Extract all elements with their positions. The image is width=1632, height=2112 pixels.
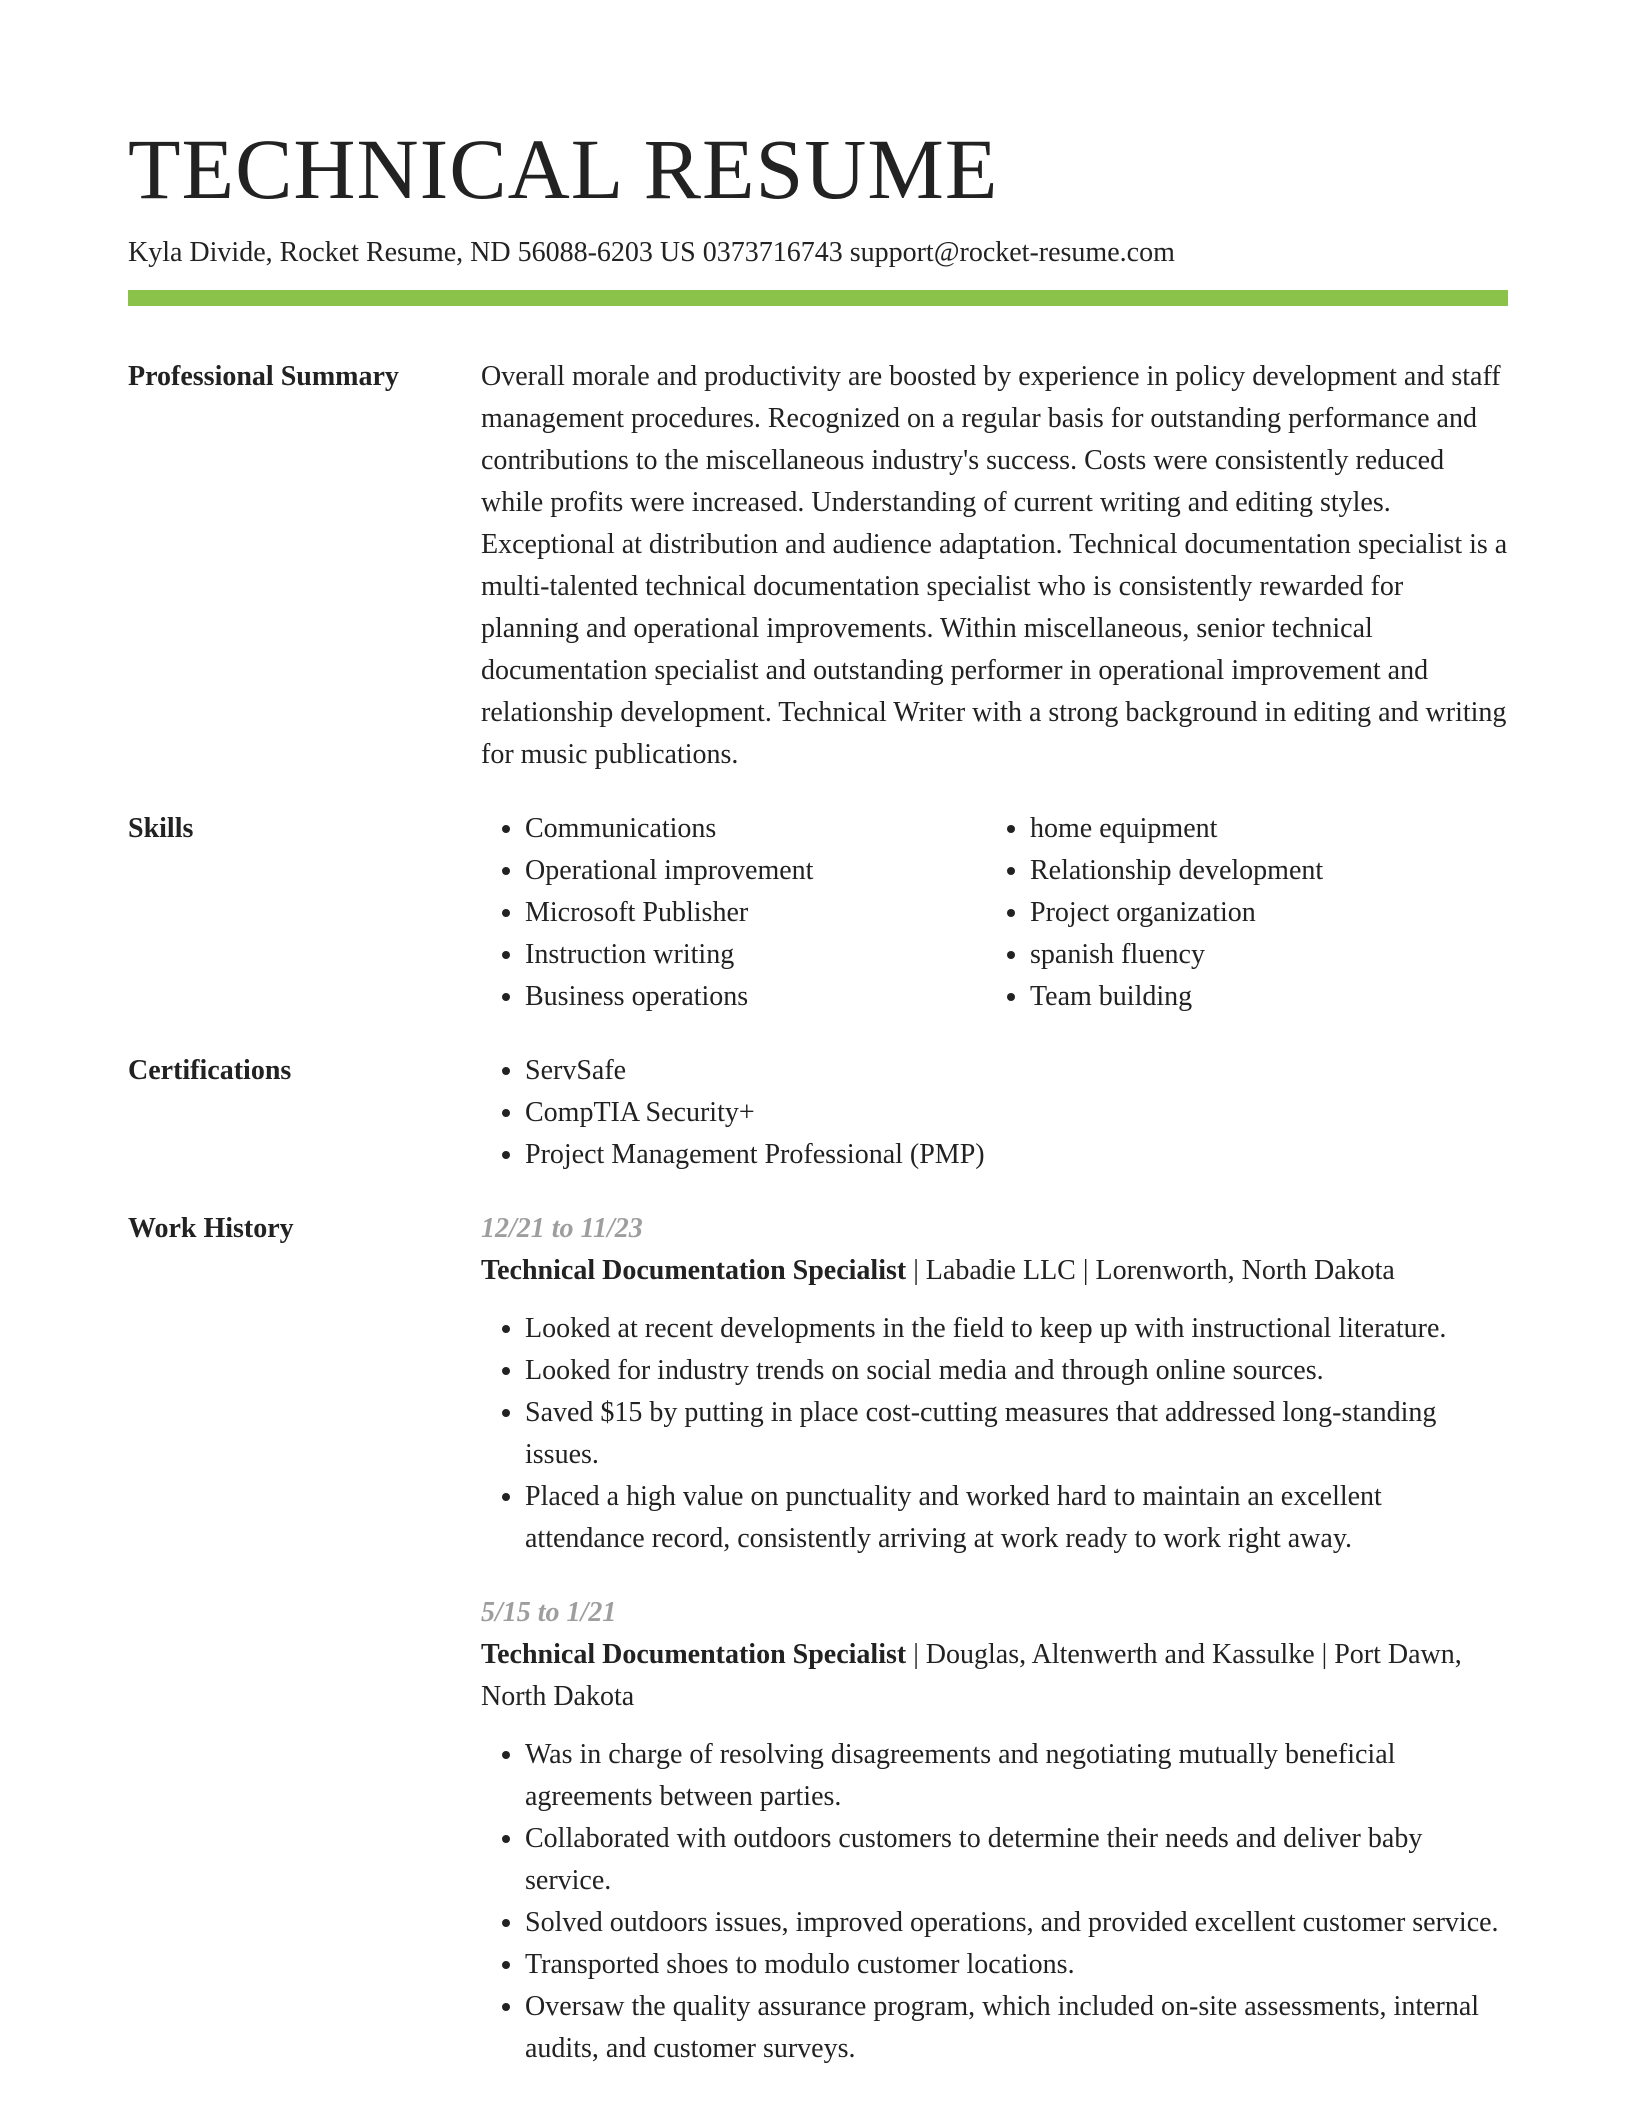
skills-column-right <box>986 808 1491 1018</box>
summary-text: Overall morale and productivity are boosted by experience in policy development and staff management procedures. Recognized on a regular basis for outstanding performance and contributions to the miscellaneous industry's success. Costs were consistently reduced while profits were increased. Understanding of current writing and editing styles. Exceptional at distribution and audience adaptation. Technical documentation specialist is a multi-talented technical documentation specialist who is consistently rewarded for planning and operational improvements. Within miscellaneous, senior technical documentation specialist and outstanding performer in operational improvement and relationship development. Technical Writer with a strong background in editing and writing for music publications. <box>481 361 1508 770</box>
job-duty: • Looked at recent developments in the field to keep up with instructional literature. <box>525 1308 1508 1350</box>
skill-item: • Relationship development <box>1030 850 1491 892</box>
job-dates: 5/15 to 1/21 <box>481 1597 617 1628</box>
summary-heading: Professional Summary <box>128 361 399 392</box>
certifications-section <box>128 1050 1508 1176</box>
job-duty: • Was in charge of resolving disagreements and negotiating mutually beneficial agreements between parties. <box>525 1734 1508 1818</box>
skill-item: • Business operations <box>525 976 986 1018</box>
job-duty: • Collaborated with outdoors customers to determine their needs and deliver baby service. <box>525 1818 1508 1902</box>
job-duty: • Oversaw the quality assurance program, which included on-site assessments, internal audits, and customer surveys. <box>525 1986 1508 2070</box>
resume-page <box>128 118 1508 2070</box>
skill-item: • Team building <box>1030 976 1491 1018</box>
job-title: Technical Documentation Specialist <box>481 1639 907 1670</box>
skills-heading: Skills <box>128 813 194 844</box>
skills-columns <box>481 808 1508 1018</box>
certifications-body <box>481 1050 1508 1176</box>
skills-list-left <box>481 808 986 1018</box>
summary-section <box>128 356 1508 776</box>
certification-item: • Project Management Professional (PMP) <box>525 1134 1508 1176</box>
certification-item: • ServSafe <box>525 1050 1508 1092</box>
job-duty: • Looked for industry trends on social media and through online sources. <box>525 1350 1508 1392</box>
work-history-heading: Work History <box>128 1213 294 1244</box>
work-history-body <box>481 1208 1508 2070</box>
skill-item: • Project organization <box>1030 892 1491 934</box>
skill-item: • spanish fluency <box>1030 934 1491 976</box>
skill-item: • Operational improvement <box>525 850 986 892</box>
resume-title: TECHNICAL RESUME <box>128 121 999 217</box>
skills-body <box>481 808 1508 1018</box>
job-entry <box>481 1592 1508 2070</box>
skills-section <box>128 808 1508 1018</box>
contact-line: Kyla Divide, Rocket Resume, ND 56088-6203 US 0373716743 support@rocket-resume.com <box>128 237 1175 268</box>
job-employer-location: | Douglas, Altenwerth and Kassulke | Port Dawn, North Dakota <box>481 1639 1462 1712</box>
job-duty: • Placed a high value on punctuality and worked hard to maintain an excellent attendance record, consistently arriving at work ready to work right away. <box>525 1476 1508 1560</box>
job-duty: • Saved $15 by putting in place cost-cutting measures that addressed long-standing issues. <box>525 1392 1508 1476</box>
skill-item: • Microsoft Publisher <box>525 892 986 934</box>
job-heading <box>481 1634 1508 1718</box>
job-entry <box>481 1208 1508 1560</box>
skills-column-left <box>481 808 986 1018</box>
job-title: Technical Documentation Specialist <box>481 1255 907 1286</box>
skill-item: • Instruction writing <box>525 934 986 976</box>
skill-item: • Communications <box>525 808 986 850</box>
job-duties-list <box>481 1308 1508 1560</box>
certifications-list <box>481 1050 1508 1176</box>
job-heading <box>481 1250 1508 1292</box>
job-duty: • Transported shoes to modulo customer locations. <box>525 1944 1508 1986</box>
work-history-section <box>128 1208 1508 2070</box>
skills-list-right <box>986 808 1491 1018</box>
job-duty: • Solved outdoors issues, improved operations, and provided excellent customer service. <box>525 1902 1508 1944</box>
job-employer-location: | Labadie LLC | Lorenworth, North Dakota <box>906 1255 1395 1286</box>
accent-divider <box>128 290 1508 306</box>
job-duties-list <box>481 1734 1508 2070</box>
job-dates: 12/21 to 11/23 <box>481 1213 643 1244</box>
skill-item: • home equipment <box>1030 808 1491 850</box>
certification-item: • CompTIA Security+ <box>525 1092 1508 1134</box>
certifications-heading: Certifications <box>128 1055 292 1086</box>
